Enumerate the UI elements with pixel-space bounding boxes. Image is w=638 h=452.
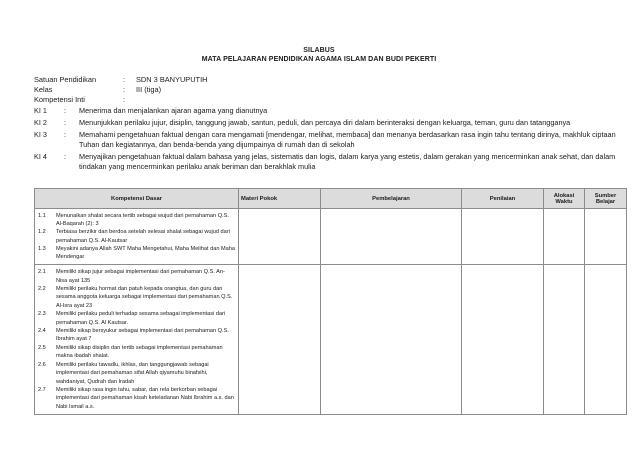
penilaian-cell (462, 265, 544, 415)
penilaian-cell (462, 209, 544, 265)
ki-colon: : (64, 106, 67, 115)
kd-text: Meyakini adanya Allah SWT Maha Mengetahui, Maha Melihat dan Maha Mendengar (56, 245, 235, 261)
meta-colon: : (123, 75, 126, 84)
kd-number: 1.1 (38, 213, 46, 219)
ki-text: Menyajikan pengetahuan faktual dalam bahasa yang jelas, sistematis dan logis, dalam karya yang estetis, dalam gerakan yang mencerminkan anak sehat, dan dalam tindakan yang mencerminkan perilaku anak beriman dan berakhlak mulia (79, 152, 616, 171)
ki-item (34, 106, 628, 116)
pembelajaran-cell (321, 265, 462, 415)
ki-text: Menerima dan menjalankan ajaran agama yang dianutnya (79, 106, 268, 115)
kd-text: Memiliki sikap jujur sebagai implementasi dari pemahaman Q.S. An-Nisa ayat 135 (56, 269, 225, 284)
kd-text: Menunaikan shalat secara tertib sebagai wujud dari pemahaman Q.S. Al-Baqarah (2): 3 (56, 213, 229, 228)
ki-text: Memahami pengetahuan faktual dengan cara mengamati [mendengar, melihat, membaca] dan menanya berdasarkan rasa ingin tahu tentang dirinya, makhluk ciptaan Tuhan dan kegiatannya, dan benda-benda yang dijumpainya di rumah dan di sekolah (79, 130, 616, 149)
kd-text: Memiliki perilaku peduli terhadap sesama sebagai implementasi dari pemahaman Q.S. Al Kautsar. (56, 311, 226, 326)
header-materi-pokok: Materi Pokok (239, 189, 321, 209)
ki-colon: : (64, 152, 67, 162)
sumber-belajar-cell (585, 265, 627, 415)
meta-colon: : (123, 95, 126, 104)
document-subtitle: MATA PELAJARAN PENDIDIKAN AGAMA ISLAM DAN BUDI PEKERTI (201, 56, 437, 63)
ki-colon: : (64, 130, 67, 140)
ki-item (34, 152, 628, 171)
kd-number: 2.2 (38, 286, 46, 293)
header-penilaian: Penilaian (462, 189, 544, 209)
syllabus-table (34, 188, 627, 415)
identity-block (34, 75, 207, 105)
meta-label: Satuan Pendidikan (34, 75, 97, 84)
meta-row-kelas (34, 85, 207, 95)
kd-text: Memiliki sikap rasa ingin tahu, sabar, dan rela berkorban sebagai implementasi dari pemahaman kisah keteladanan Nabi Ibrahim a.s. dan Nabi Ismail a.s. (56, 386, 234, 410)
kd-item (38, 386, 235, 411)
header-kompetensi-dasar: Kompetensi Dasar (35, 189, 239, 209)
ki-code: KI 1 (34, 106, 47, 115)
kd-item (38, 327, 235, 344)
header-pembelajaran: Pembelajaran (321, 189, 462, 209)
kd-text: Memiliki sikap disiplin dan tertib sebagai implementasi pemahaman makna ibadah shalat. (56, 344, 223, 360)
kd-item (38, 361, 235, 386)
kd-item (38, 212, 235, 228)
sumber-belajar-cell (585, 209, 627, 265)
meta-value: III (tiga) (136, 85, 162, 94)
materi-pokok-cell (239, 209, 321, 265)
alokasi-waktu-cell (544, 209, 585, 265)
kd-number: 2.5 (38, 344, 46, 351)
kd-number: 1.3 (38, 245, 46, 252)
materi-pokok-cell (239, 265, 321, 415)
kd-number: 2.7 (38, 386, 46, 393)
kd-number: 1.2 (38, 229, 46, 236)
meta-row-satuan (34, 75, 207, 85)
alokasi-waktu-cell (544, 265, 585, 415)
meta-label: Kompetensi Inti (34, 95, 85, 104)
kd-item (38, 310, 235, 327)
kd-text: Memiliki sikap bersyukur sebagai implementasi dari pemahaman Q.S. Ibrahim ayat 7 (56, 328, 229, 343)
meta-value: SDN 3 BANYUPUTIH (136, 75, 208, 84)
kd-item (38, 245, 235, 261)
kd-item (38, 268, 235, 285)
pembelajaran-cell (321, 209, 462, 265)
kd-item (38, 344, 235, 361)
meta-row-kompetensi-inti (34, 95, 207, 105)
ki-code: KI 4 (34, 152, 47, 162)
kd-number: 2.3 (38, 311, 46, 318)
kd-item (38, 285, 235, 310)
kd-item (38, 228, 235, 244)
ki-code: KI 2 (34, 118, 47, 128)
table-row (35, 265, 627, 415)
header-sumber-belajar: Sumber Belajar (585, 189, 627, 209)
ki-item (34, 130, 628, 149)
table-header-row (35, 189, 627, 209)
ki-code: KI 3 (34, 130, 47, 140)
kompetensi-dasar-cell (35, 209, 239, 265)
meta-colon: : (123, 85, 126, 94)
table-row (35, 209, 627, 265)
ki-text: Menunjukkan perilaku jujur, disiplin, tanggung jawab, santun, peduli, dan percaya diri dalam berinteraksi dengan keluarga, teman, guru dan tatangganya (79, 118, 571, 128)
kd-text: Memiliki perilaku hormat dan patuh kepada orangtua, dan guru dan sesama anggota keluarga sebagai implementasi dari pemahaman Q.S. Al-Isra ayat 23 (56, 286, 233, 309)
kd-number: 2.6 (38, 361, 46, 368)
kd-text: Terbiasa berzikir dan berdoa setelah selesai shalat sebagai wujud dari pemahaman Q.S. Al-Kautsar (56, 229, 230, 244)
kompetensi-dasar-cell (35, 265, 239, 415)
kd-number: 2.1 (38, 269, 46, 276)
document-title: SILABUS (303, 47, 335, 54)
kd-text: Memiliki perilaku tawadlu, ikhlas, dan tanggungjawab sebagai implementasi dari pemahaman sifat Allah qiyamuhu binafsihi, wahdaniyat, Qudrah dan Iradah (56, 361, 209, 385)
kompetensi-inti-list (34, 106, 628, 174)
meta-label: Kelas (34, 85, 53, 94)
ki-colon: : (64, 118, 67, 128)
header-alokasi-waktu: Alokasi Waktu (544, 189, 585, 209)
ki-item (34, 118, 628, 128)
kd-number: 2.4 (38, 328, 46, 335)
